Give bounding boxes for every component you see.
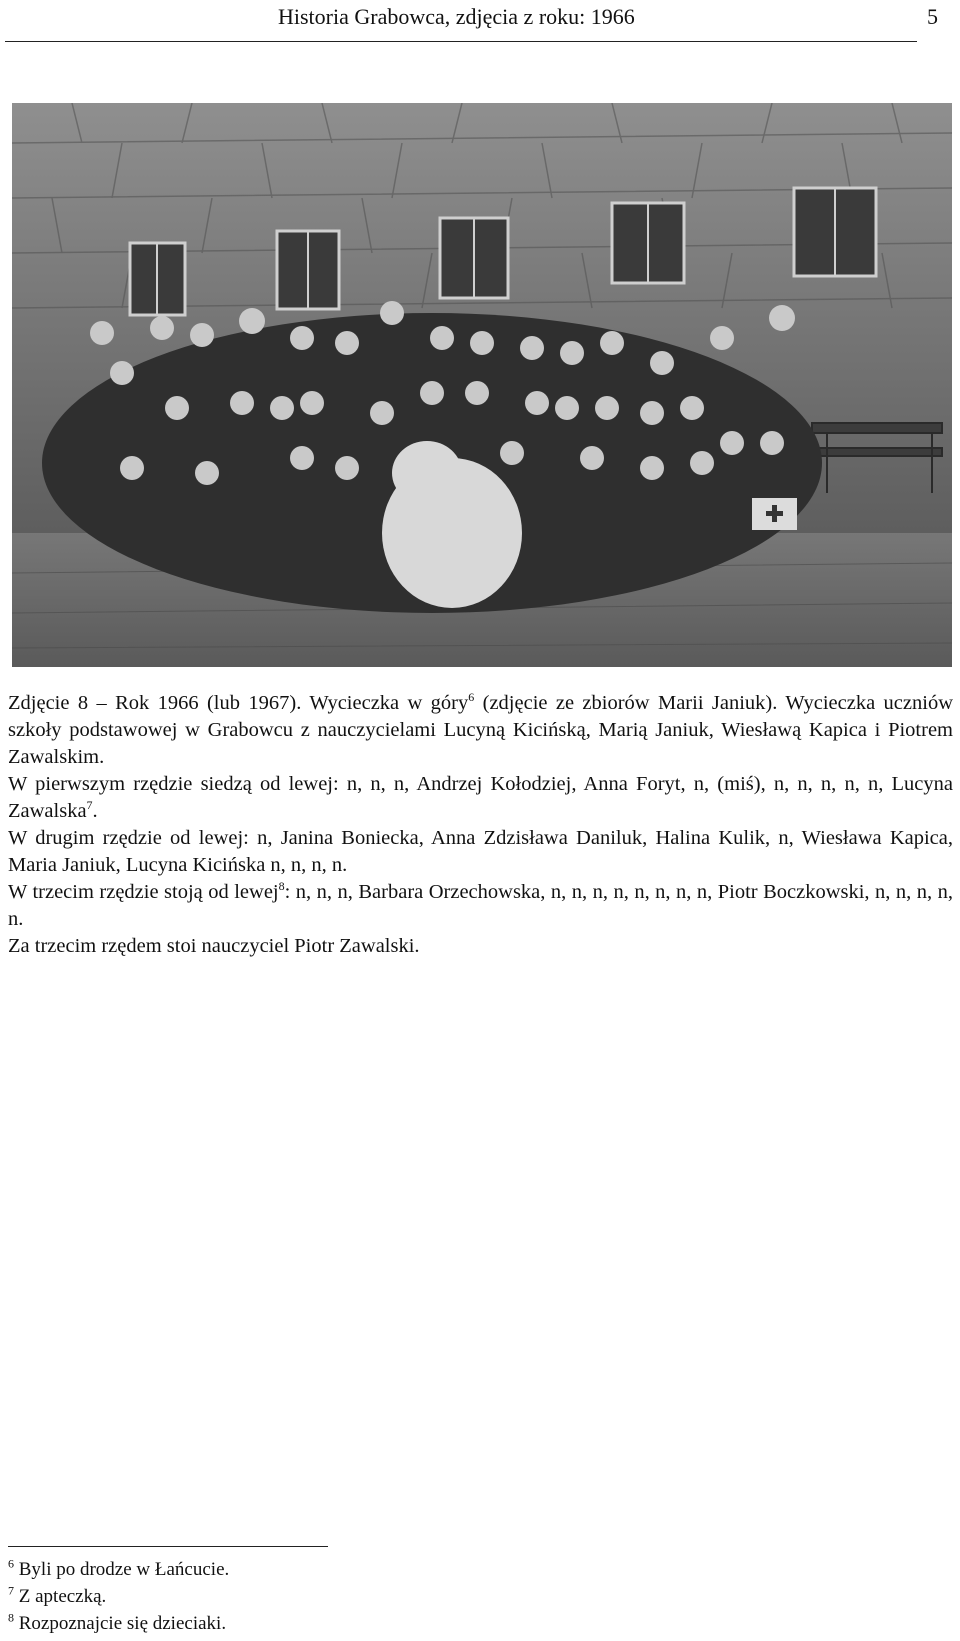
- footnote-ref[interactable]: 6: [468, 690, 475, 705]
- caption-text: [8, 690, 953, 960]
- header-divider: [5, 41, 917, 42]
- footnotes: [8, 1556, 229, 1637]
- footnote-number: 7: [8, 1583, 14, 1598]
- footnote-item: [8, 1583, 229, 1610]
- paragraph-text: .: [92, 800, 98, 822]
- page-number: 5: [927, 4, 938, 29]
- paragraph-text: W drugim rzędzie od lewej: n, Janina Boniecka, Anna Zdzisława Daniluk, Halina Kulik, n, Wiesława Kapica, Maria Janiuk, Lucyna Kicińska n, n, n, n.: [8, 827, 953, 876]
- row-two-paragraph: [8, 825, 953, 879]
- footnote-item: [8, 1556, 229, 1583]
- caption-paragraph: [8, 690, 953, 771]
- teacher-paragraph: [8, 933, 953, 960]
- footnote-text: Rozpoznajcie się dzieciaki.: [18, 1613, 227, 1634]
- footnote-divider: [8, 1546, 328, 1547]
- footnote-ref[interactable]: 7: [86, 798, 93, 813]
- group-photo: [12, 103, 952, 667]
- footnote-text: Byli po drodze w Łańcucie.: [18, 1559, 230, 1580]
- page-header: [0, 0, 960, 44]
- paragraph-text: Zdjęcie 8 – Rok 1966 (lub 1967). Wycieczka w góry: [8, 692, 469, 714]
- row-three-paragraph: [8, 879, 953, 933]
- paragraph-text: Za trzecim rzędem stoi nauczyciel Piotr Zawalski.: [8, 935, 420, 957]
- footnote-item: [8, 1610, 229, 1637]
- paragraph-text: (zdjęcie ze zbiorów Marii Janiuk). Wycieczka uczniów szkoły podstawowej w Grabowcu z nauczycielami Lucyną Kicińską, Marią Janiuk, Wiesławą Kapica i Piotrem Zawalskim.: [8, 692, 953, 768]
- footnote-number: 8: [8, 1610, 14, 1625]
- footnote-ref[interactable]: 8: [278, 879, 285, 894]
- header-title: Historia Grabowca, zdjęcia z roku: 1966: [278, 4, 635, 29]
- footnote-number: 6: [8, 1556, 14, 1571]
- paragraph-text: W pierwszym rzędzie siedzą od lewej: n, n, n, Andrzej Kołodziej, Anna Foryt, n, (miś), n, n, n, n, n, Lucyna Zawalska: [8, 773, 953, 822]
- group-photo-image: [12, 103, 952, 667]
- footnote-text: Z apteczką.: [18, 1586, 107, 1607]
- paragraph-text: : n, n, n, Barbara Orzechowska, n, n, n, n, n, n, n, n, Piotr Boczkowski, n, n, n, n, n.: [8, 881, 953, 930]
- paragraph-text: W trzecim rzędzie stoją od lewej: [8, 881, 279, 903]
- row-one-paragraph: [8, 771, 953, 825]
